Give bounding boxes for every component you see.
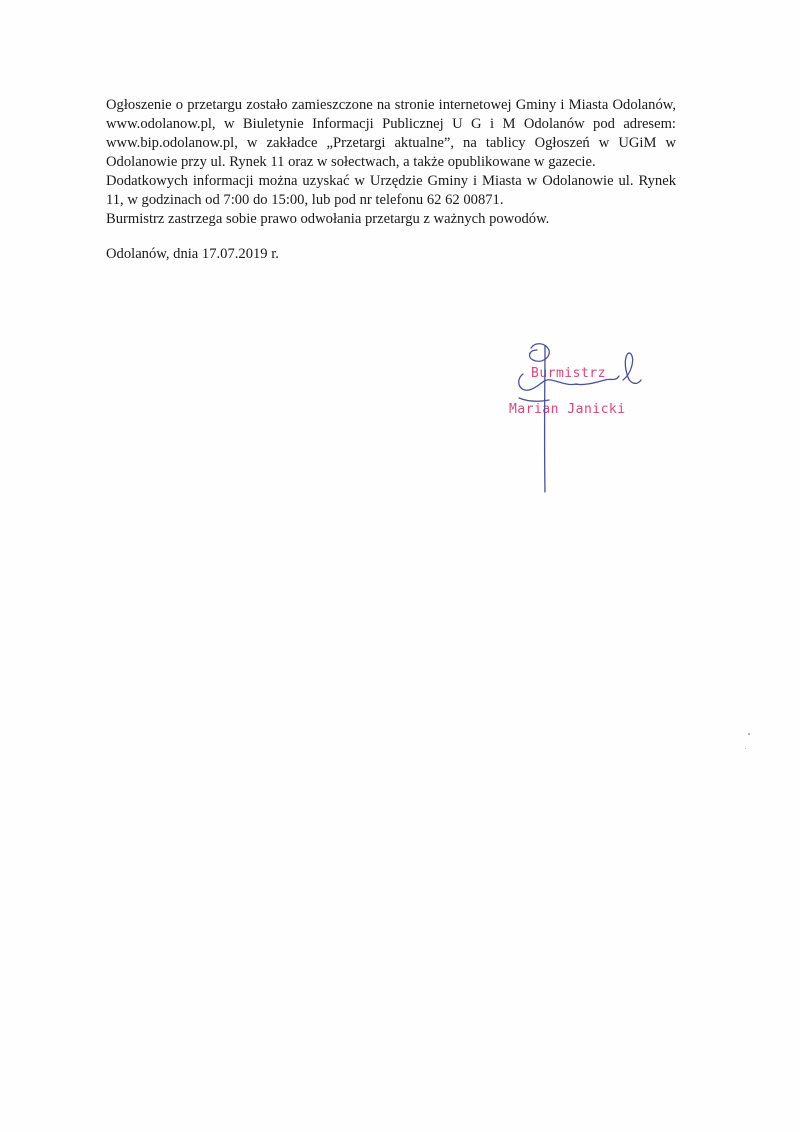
- handwritten-signature: [505, 340, 655, 500]
- stamp-title: Burmistrz: [531, 366, 606, 381]
- stamp-name: Marian Janicki: [509, 402, 626, 417]
- announcement-text: [106, 96, 676, 229]
- scan-speck: [748, 733, 750, 735]
- cancellation-paragraph: Burmistrz zastrzega sobie prawo odwołania przetargu z ważnych powodów.: [106, 211, 550, 227]
- place-and-date: Odolanów, dnia 17.07.2019 r.: [106, 246, 279, 262]
- publication-paragraph: Ogłoszenie o przetargu zostało zamieszczone na stronie internetowej Gminy i Miasta Odolanów, www.odolanow.pl, w Biuletynie Informacji Publicznej U G i M Odolanów pod adresem: www.bip.odolanow.pl, w zakładce „Przetargi aktualne”, na tablicy Ogłoszeń w UGiM w Odolanowie przy ul. Rynek 11 oraz w sołectwach, a także opublikowane w gazecie.: [106, 97, 676, 170]
- contact-paragraph: Dodatkowych informacji można uzyskać w Urzędzie Gminy i Miasta w Odolanowie ul. Rynek 11, w godzinach od 7:00 do 15:00, lub pod nr telefonu 62 62 00871.: [106, 173, 676, 208]
- scan-speck: [745, 748, 746, 749]
